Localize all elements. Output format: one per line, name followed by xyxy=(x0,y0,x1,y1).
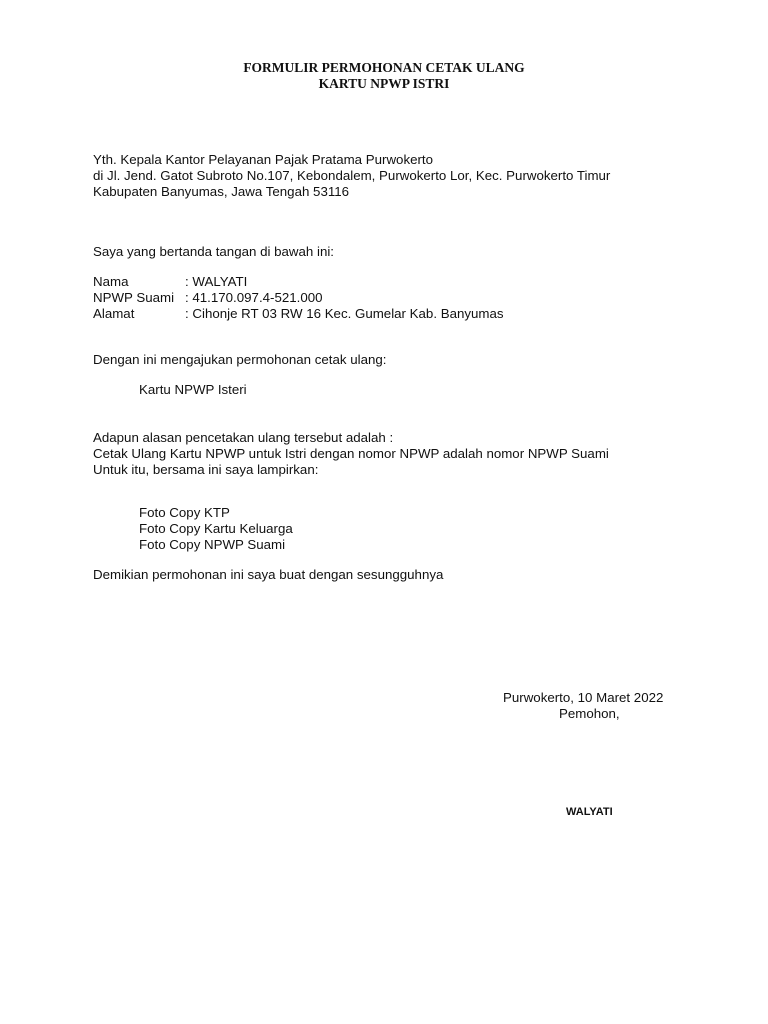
reason-line: Cetak Ulang Kartu NPWP untuk Istri dengan nomor NPWP adalah nomor NPWP Suami xyxy=(93,446,609,461)
attachment-item: Foto Copy NPWP Suami xyxy=(139,537,286,552)
field-label: Alamat xyxy=(93,306,135,321)
reason-line: Untuk itu, bersama ini saya lampirkan: xyxy=(93,462,319,477)
recipient-address xyxy=(93,152,610,200)
intro-statement xyxy=(93,244,334,260)
intro-text: Saya yang bertanda tangan di bawah ini: xyxy=(93,244,334,259)
field-row-name xyxy=(93,274,504,290)
document-title xyxy=(0,60,768,92)
attachment-item: Foto Copy KTP xyxy=(139,505,230,520)
reason-line: Adapun alasan pencetakan ulang tersebut adalah : xyxy=(93,430,394,445)
recipient-line: di Jl. Jend. Gatot Subroto No.107, Kebondalem, Purwokerto Lor, Kec. Purwokerto Timur xyxy=(93,168,611,183)
signer-role: Pemohon, xyxy=(559,706,620,721)
applicant-fields xyxy=(93,274,504,322)
request-intro xyxy=(93,352,386,368)
place-date: Purwokerto, 10 Maret 2022 xyxy=(503,690,664,705)
field-row-npwp xyxy=(93,290,504,306)
closing-statement xyxy=(93,567,443,583)
field-value: : Cihonje RT 03 RW 16 Kec. Gumelar Kab. Banyumas xyxy=(185,306,504,321)
signer-name: WALYATI xyxy=(566,806,613,818)
title-line-2: KARTU NPWP ISTRI xyxy=(318,76,450,91)
field-label: Nama xyxy=(93,274,129,289)
request-item-text: Kartu NPWP Isteri xyxy=(139,382,247,397)
attachment-item: Foto Copy Kartu Keluarga xyxy=(139,521,293,536)
reason-paragraph xyxy=(93,430,609,478)
field-label: NPWP Suami xyxy=(93,290,175,305)
title-line-1: FORMULIR PERMOHONAN CETAK ULANG xyxy=(243,60,525,75)
field-value: : 41.170.097.4-521.000 xyxy=(185,290,323,305)
request-intro-text: Dengan ini mengajukan permohonan cetak ulang: xyxy=(93,352,387,367)
field-row-address xyxy=(93,306,504,322)
closing-text: Demikian permohonan ini saya buat dengan sesungguhnya xyxy=(93,567,444,582)
recipient-line: Kabupaten Banyumas, Jawa Tengah 53116 xyxy=(93,184,350,199)
recipient-line: Yth. Kepala Kantor Pelayanan Pajak Pratama Purwokerto xyxy=(93,152,434,167)
attachment-list xyxy=(139,505,293,553)
field-value: : WALYATI xyxy=(185,274,248,289)
request-item xyxy=(139,382,247,398)
